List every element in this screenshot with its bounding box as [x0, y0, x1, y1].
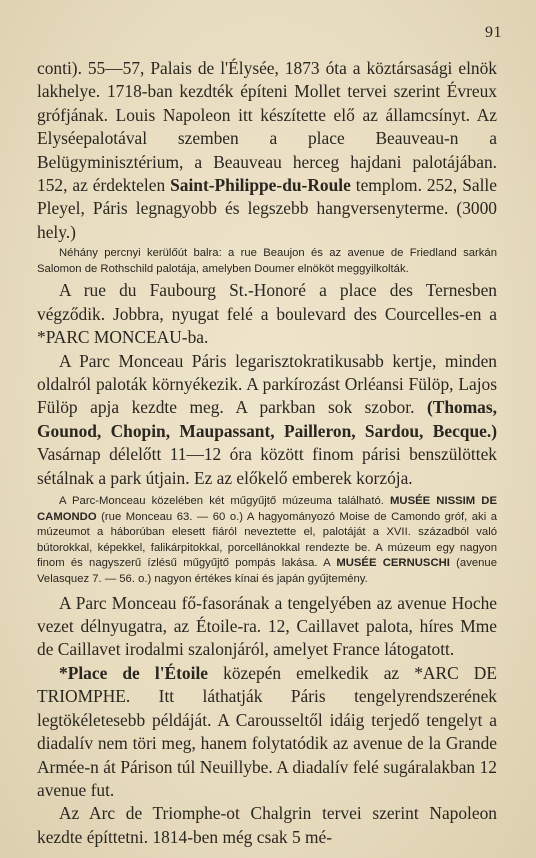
paragraph-parc-monceau-text-2: Vasárnap délelőtt 11—12 óra között finom párisi benszülöttek sétálnak a park útjain. Ez az előkelő emberek korzója.: [37, 444, 497, 488]
paragraph-parc-monceau-text-1: A Parc Monceau Páris legarisztokratikusabb kertje, minden oldalról paloták környékezik. A parkírozást Orléansi Fülöp, Lajos Fülöp apja kezdte meg. A parkban sok szobor.: [37, 350, 497, 418]
paragraph-etoile-text: közepén emelkedik az *ARC DE TRIOMPHE. Itt láthatják Páris tengelyrendszerének legtökéletesebb példáját. A Carousseltől idáig terjedő tengelyt a diadalív nem töri meg, hanem folytatódik az avenue de la Grande Armée-n át Párison túl Neuillybe. A diadalív felé sugáralakban 12 avenue fut.: [37, 662, 497, 800]
page-number: 91: [485, 24, 502, 41]
note-museums: [37, 494, 497, 588]
place-etoile-name: *Place de l'Étoile: [59, 662, 209, 683]
paragraph-elysee: [37, 57, 497, 244]
note-museums-text-2: (rue Monceau 63. — 60 o.) A hagyományozó Moise de Camondo gróf, aki a múzeumot a háborúban elesett fiáról neveztette el, palotáját a XVII. századból való bútorokkal, képekkel, falikárpitokkal, porcellánokkal rendezte be. A múzeum egy nagyon finom és nagyszerű ízlésű műgyűjtő pompás lakása. A: [37, 510, 497, 570]
note-museums-text-1: A Parc-Monceau közelében két műgyűjtő múzeuma található.: [59, 495, 390, 508]
paragraph-etoile: [37, 662, 497, 802]
paragraph-arc: Az Arc de Triomphe-ot Chalgrin tervei szerint Napoleon kezdte építtetni. 1814-ben még csak 5 mé-: [37, 803, 497, 847]
statue-list: (Thomas, Gounod, Chopin, Maupassant, Pailleron, Sardou, Becque.): [37, 397, 497, 441]
note-museums-text-3: (avenue Velasquez 7. — 56. o.) nagyon értékes kínai és japán gyűjtemény.: [37, 557, 497, 586]
note-detour-text: Néhány percnyi kerülőút balra: a rue Beaujon és az avenue de Friedland sarkán Salomon de Rothschild palotája, amelyben Doumer elnököt meggyilkolták.: [37, 247, 497, 275]
paragraph-faubourg: A rue du Faubourg St.-Honoré a place des Ternesben végződik. Jobbra, nyugat felé a boulevard des Courcelles-en a *PARC MONCEAU-ba.: [37, 280, 497, 348]
paragraph-elysee-text-1: conti). 55—57, Palais de l'Élysée, 1873 óta a köztársasági elnök lakhelye. 1718-ban kezdték építeni Mollet tervei szerint Évreux grófjának. Louis Napoleon itt készítette elő az államcsínyt. Az Elyséepalotával szemben a place Beauveau-n a Belügyminisztérium, a Beauveau herceg hajdani palotájában. 152, az érdektelen: [37, 58, 497, 196]
museum-cernuschi-name: MUSÉE CERNUSCHI: [336, 557, 450, 570]
page-text: [37, 57, 497, 849]
paragraph-elysee-text-2: templom. 252, Salle Pleyel, Páris legnagyobb és legszebb hangversenyterme. (3000 hely.): [37, 175, 497, 242]
paragraph-avenue-hoche: A Parc Monceau fő-fasorának a tengelyében az avenue Hoche vezet délnyugatra, az Étoile-ra. 12, Caillavet palota, híres Mme de Caillavet irodalmi szalonjáról, amelyet France látogatott.: [37, 592, 497, 660]
museum-camondo-name: MUSÉE NISSIM DE CAMONDO: [37, 495, 497, 523]
paragraph-parc-monceau: [37, 350, 497, 490]
note-detour: [37, 246, 497, 277]
church-name: Saint-Philippe-du-Roule: [170, 175, 351, 196]
